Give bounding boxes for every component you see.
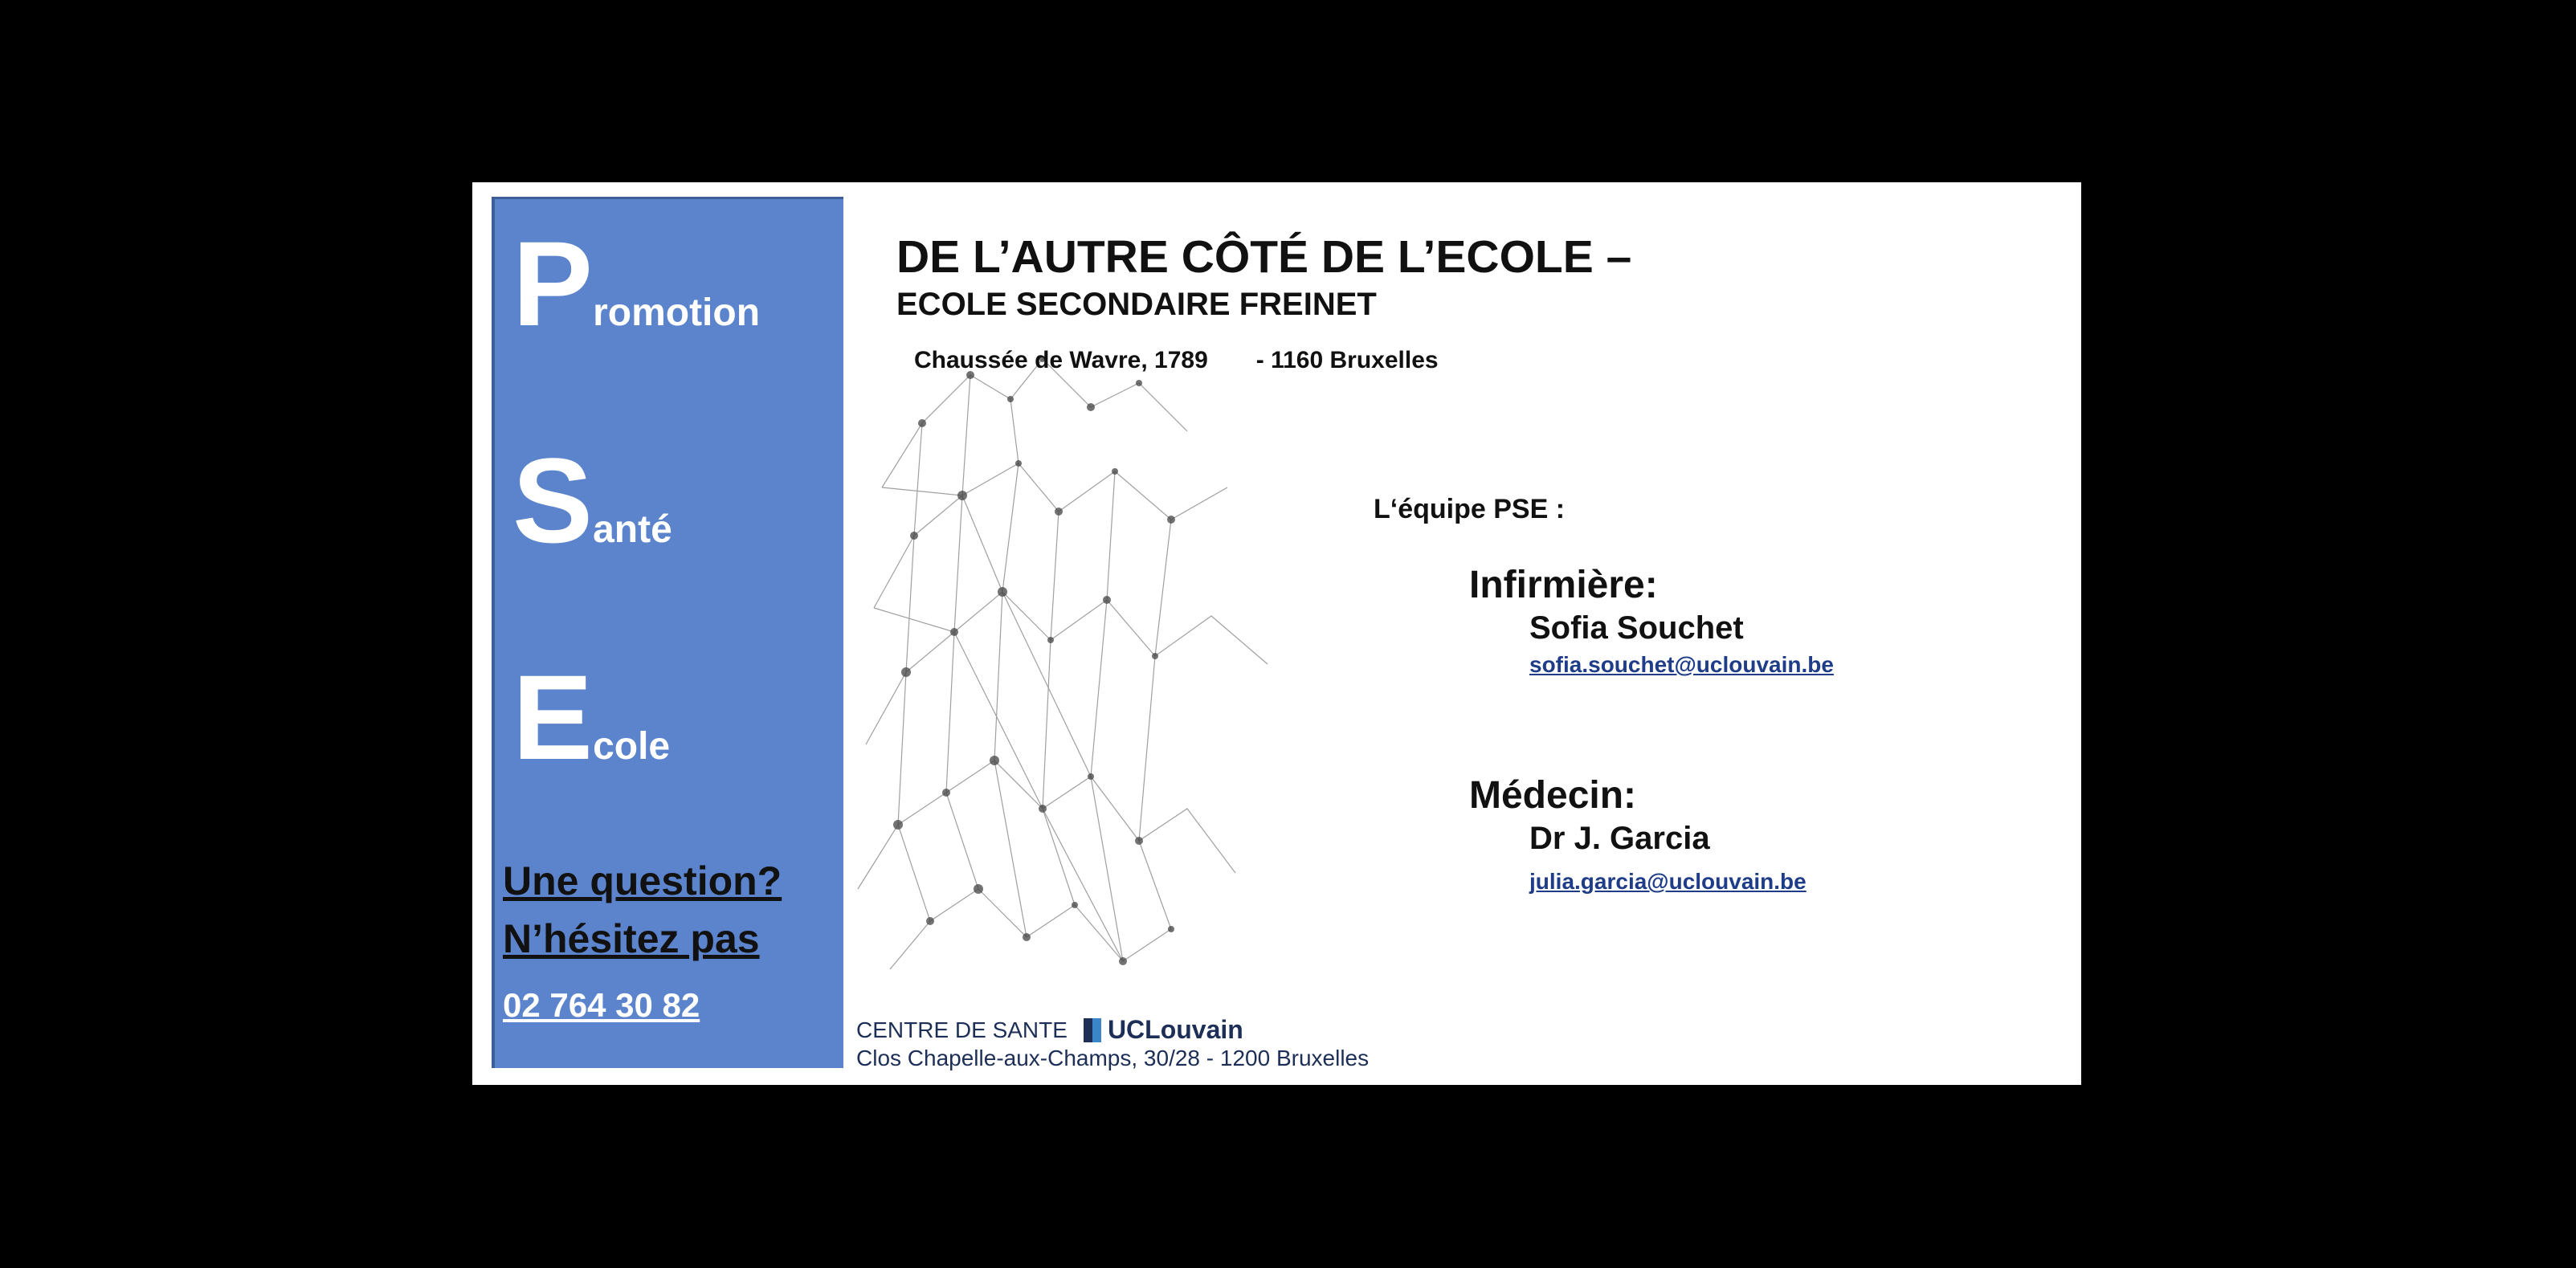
nurse-name: Sofia Souchet	[1529, 610, 1744, 646]
uclouvain-logo-icon	[1084, 1018, 1101, 1042]
phone-link[interactable]: 02 764 30 82	[503, 986, 700, 1024]
team-heading: L‘équipe PSE :	[1374, 494, 1566, 524]
network-graphic	[850, 327, 1428, 1009]
question-line-1: Une question?	[503, 858, 782, 903]
acronym-ecole: Ecole	[512, 650, 671, 785]
page-subtitle: ECOLE SECONDAIRE FREINET	[896, 287, 1377, 322]
acronym-sante: Santé	[512, 433, 672, 568]
school-address: Chaussée de Wavre, 1789 - 1160 Bruxelles	[914, 347, 1439, 373]
footer-centre	[856, 1015, 1243, 1045]
uclouvain-logo: UCLouvain	[1084, 1015, 1243, 1045]
centre-label: CENTRE DE SANTE	[856, 1017, 1068, 1042]
acronym-promotion: Promotion	[512, 216, 761, 351]
doctor-email-link[interactable]: julia.garcia@uclouvain.be	[1529, 869, 1806, 894]
doctor-name: Dr J. Garcia	[1529, 821, 1710, 856]
doctor-role: Médecin:	[1469, 774, 1637, 817]
flyer-slide	[472, 182, 2081, 1085]
question-line-2: N’hésitez pas	[503, 916, 760, 961]
page-title: DE L’AUTRE CÔTÉ DE L’ECOLE –	[896, 231, 1632, 283]
nurse-role: Infirmière:	[1469, 564, 1658, 606]
nurse-email-link[interactable]: sofia.souchet@uclouvain.be	[1529, 652, 1834, 677]
footer-address: Clos Chapelle-aux-Champs, 30/28 - 1200 Bruxelles	[856, 1046, 1370, 1070]
pse-side-panel	[492, 197, 843, 1068]
